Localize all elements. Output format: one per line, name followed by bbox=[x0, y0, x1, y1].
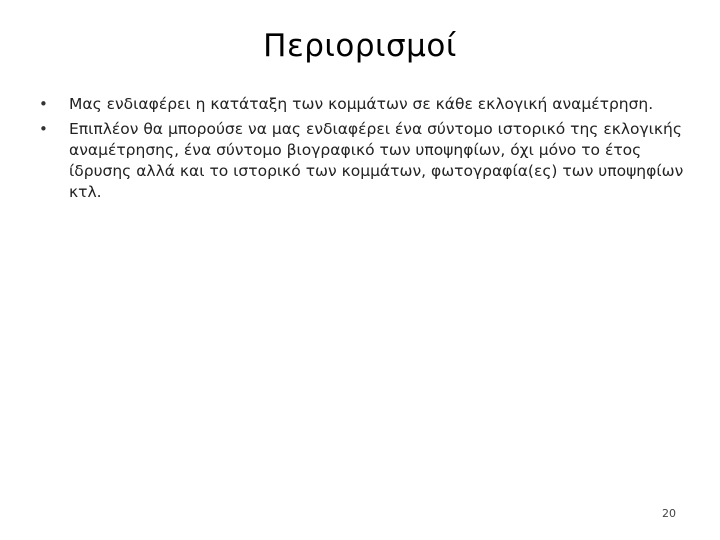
bullet-text-1: Μας ενδιαφέρει η κατάταξη των κομμάτων σε κάθε εκλογική αναμέτρηση. bbox=[69, 95, 654, 113]
page-number: 20 bbox=[662, 507, 676, 520]
bullet-list bbox=[0, 94, 720, 207]
bullet-text-2: Επιπλέον θα μπορούσε να μας ενδιαφέρει ένα σύντομο ιστορικό της εκλογικής αναμέτρησης, ένα σύντομο βιογραφικό των υποψηφίων, όχι μόνο το έτος ίδρυσης αλλά και το ιστορικό των κομμάτων, φωτογραφία(ες) των υποψηφίων κτλ. bbox=[69, 120, 684, 201]
slide-title: Περιορισμοί bbox=[263, 28, 457, 64]
bullet-marker: • bbox=[39, 95, 48, 113]
bullet-item-1 bbox=[0, 94, 720, 115]
bullet-marker: • bbox=[39, 120, 48, 138]
bullet-item-2 bbox=[0, 119, 720, 203]
